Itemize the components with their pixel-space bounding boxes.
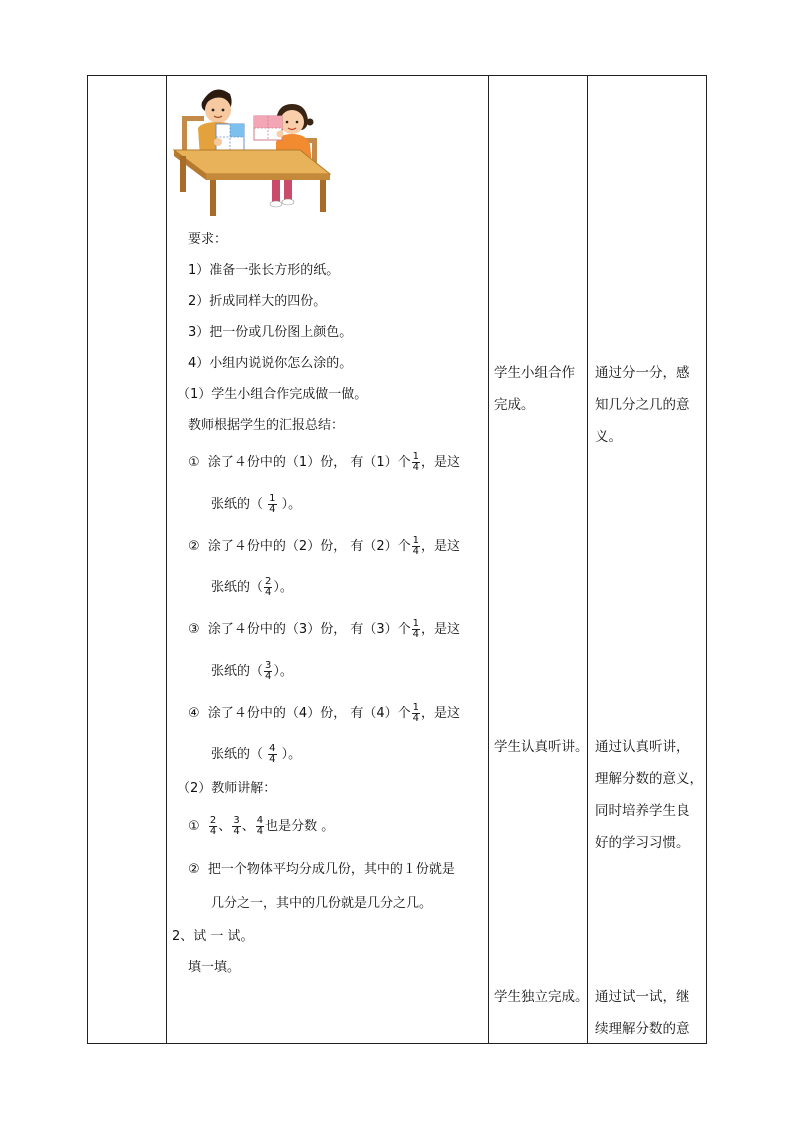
student-activity-3: 学生独立完成。 xyxy=(494,989,589,1005)
table-border-top xyxy=(87,75,707,76)
table-divider-2 xyxy=(488,75,489,1044)
summary-item-3-text: 涂了４份中的（3）份， 有（3）个 xyxy=(207,622,411,637)
requirement-1: 1）准备一张长方形的纸。 xyxy=(188,263,340,278)
summary-item-4-line-2: 张纸的（ $\frac{4}{4}$ ）。 xyxy=(211,743,302,765)
children-folding-paper-illustration xyxy=(172,80,332,218)
requirements-title: 要求： xyxy=(188,232,228,247)
summary-item-1-line-1: ① 涂了４份中的（1）份， 有（1）个 $\frac{1}{4}$ ，是这 xyxy=(188,451,460,473)
explanation-2-line-2: 几分之一，其中的几份就是几分之几。 xyxy=(211,896,433,911)
table-divider-1 xyxy=(166,75,167,1044)
summary-item-1-line-2: 张纸的（ $\frac{1}{4}$ ）。 xyxy=(211,493,302,515)
fill-in-subheading: 填一填。 xyxy=(188,960,241,975)
unit-fraction: $\frac{1}{4}$ xyxy=(412,618,419,640)
summary-item-2-line-1: ② 涂了４份中的（2）份， 有（2）个 $\frac{1}{4}$ ，是这 xyxy=(188,535,460,557)
summary-item-1-text: 涂了４份中的（1）份， 有（1）个 xyxy=(207,455,411,470)
try-it-heading: 2、试 一 试。 xyxy=(172,929,254,944)
explanation-1-marker: ① xyxy=(188,819,200,834)
student-activity-1: 学生小组合作 完成。 xyxy=(494,365,575,413)
answer-fraction: $\frac{3}{4}$ xyxy=(265,660,272,682)
summary-item-4-line-1: ④ 涂了４份中的（4）份， 有（4）个 $\frac{1}{4}$ ，是这 xyxy=(188,702,460,724)
summary-item-4-text: 涂了４份中的（4）份， 有（4）个 xyxy=(207,706,411,721)
explanation-2-line-1: ② 把一个物体平均分成几份，其中的１份就是 xyxy=(188,862,455,877)
summary-item-3-line-1: ③ 涂了４份中的（3）份， 有（3）个 $\frac{1}{4}$ ，是这 xyxy=(188,618,460,640)
explanation-1: ① $\frac{2}{4}$ 、 $\frac{3}{4}$ 、 $\frac{4}{4}$ 也是分数 。 xyxy=(188,815,335,837)
explanation-2-marker: ② xyxy=(188,862,200,877)
design-purpose-1: 通过分一分，感 知几分之几的意 义。 xyxy=(595,365,690,445)
summary-item-3-marker: ③ xyxy=(188,622,200,637)
teacher-summary-heading: 教师根据学生的汇报总结： xyxy=(188,418,345,433)
answer-fraction: $\frac{4}{4}$ xyxy=(269,743,276,765)
design-purpose-3: 通过试一试，继 续理解分数的意 xyxy=(595,989,690,1037)
requirement-3: 3）把一份或几份图上颜色。 xyxy=(188,325,353,340)
table-divider-3 xyxy=(587,75,588,1044)
requirement-4: 4）小组内说说你怎么涂的。 xyxy=(188,356,353,371)
fraction-four-fourths: $\frac{4}{4}$ xyxy=(256,815,264,837)
summary-item-4-marker: ④ xyxy=(188,706,200,721)
unit-fraction: $\frac{1}{4}$ xyxy=(412,535,419,557)
summary-item-2-text: 涂了４份中的（2）份， 有（2）个 xyxy=(207,539,411,554)
summary-item-3-line-2: 张纸的（ $\frac{3}{4}$ ）。 xyxy=(211,660,293,682)
step-2-teacher-explains: （2）教师讲解： xyxy=(177,781,277,796)
fraction-two-fourths: $\frac{2}{4}$ xyxy=(209,815,217,837)
table-border-left xyxy=(87,75,88,1044)
step-1-group-work: （1）学生小组合作完成做一做。 xyxy=(177,387,368,402)
unit-fraction: $\frac{1}{4}$ xyxy=(412,702,419,724)
requirement-2: 2）折成同样大的四份。 xyxy=(188,294,327,309)
unit-fraction: $\frac{1}{4}$ xyxy=(412,451,419,473)
summary-item-2-marker: ② xyxy=(188,539,200,554)
student-activity-2: 学生认真听讲。 xyxy=(494,739,589,755)
summary-item-1-marker: ① xyxy=(188,455,200,470)
answer-fraction: $\frac{1}{4}$ xyxy=(269,493,276,515)
summary-item-2-line-2: 张纸的（ $\frac{2}{4}$ ）。 xyxy=(211,576,293,598)
answer-fraction: $\frac{2}{4}$ xyxy=(265,576,272,598)
table-border-right xyxy=(706,75,707,1044)
fraction-three-fourths: $\frac{3}{4}$ xyxy=(233,815,240,837)
design-purpose-2: 通过认真听讲， 理解分数的意义， 同时培养学生良 好的学习习惯。 xyxy=(595,739,703,851)
